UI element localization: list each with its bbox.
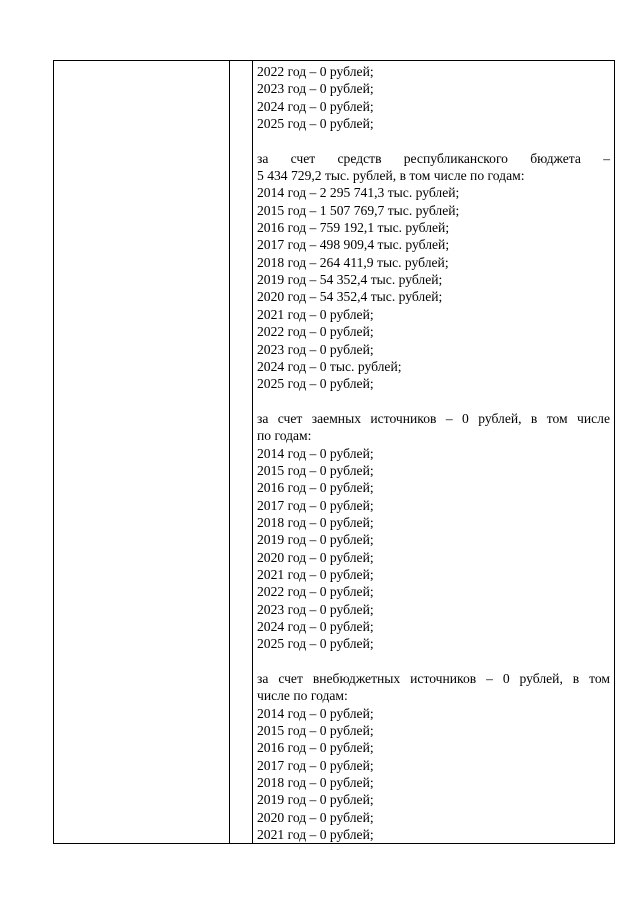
list-item: 2015 год – 1 507 769,7 тыс. рублей; — [257, 202, 460, 218]
list-item: 2023 год – 0 рублей; — [257, 341, 374, 357]
section-heading-line: 5 434 729,2 тыс. рублей, в том числе по годам: — [257, 168, 525, 184]
list-item: 2017 год – 0 рублей; — [257, 497, 374, 513]
list-item: 2022 год – 0 рублей; — [257, 584, 374, 600]
list-item: 2025 год – 0 рублей; — [257, 376, 374, 392]
list-item: 2016 год – 759 192,1 тыс. рублей; — [257, 220, 450, 236]
spacer — [257, 393, 610, 410]
content-cell — [253, 61, 615, 844]
list-item: 2022 год – 0 рублей; — [257, 64, 374, 79]
list-item: 2014 год – 0 рублей; — [257, 705, 374, 721]
list-item: 2024 год – 0 рублей; — [257, 98, 374, 114]
block-republic-budget — [257, 150, 610, 393]
list-item: 2019 год – 0 рублей; — [257, 532, 374, 548]
list-item: 2017 год – 0 рублей; — [257, 757, 374, 773]
list-item: 2015 год – 0 рублей; — [257, 462, 374, 478]
block-extrabudgetary-sources — [257, 670, 610, 843]
list-item: 2021 год – 0 рублей; — [257, 306, 374, 322]
spacer — [257, 132, 610, 149]
block-loan-sources — [257, 410, 610, 653]
list-item: 2020 год – 0 рублей; — [257, 809, 374, 825]
list-item: 2021 год – 0 рублей; — [257, 566, 374, 582]
list-item: 2016 год – 0 рублей; — [257, 480, 374, 496]
list-item: 2014 год – 0 рублей; — [257, 445, 374, 461]
funding-table — [53, 60, 615, 844]
list-item: 2015 год – 0 рублей; — [257, 723, 374, 739]
list-item: 2024 год – 0 тыс. рублей; — [257, 358, 402, 374]
list-item: 2017 год – 498 909,4 тыс. рублей; — [257, 237, 450, 253]
content-cell-body — [253, 61, 614, 843]
list-item: 2024 год – 0 рублей; — [257, 619, 374, 634]
list-item: 2020 год – 54 352,4 тыс. рублей; — [257, 289, 443, 305]
list-item: 2022 год – 0 рублей; — [257, 324, 374, 340]
block-leading-years — [257, 63, 610, 132]
section-heading-line: по годам: — [257, 428, 312, 444]
list-item: 2023 год – 0 рублей; — [257, 601, 374, 617]
label-cell — [54, 61, 230, 844]
section-heading-line: числе по годам: — [257, 688, 348, 704]
list-item: 2018 год – 264 411,9 тыс. рублей; — [257, 254, 449, 270]
section-heading-line: за счет внебюджетных источников – 0 рублей, в том — [257, 671, 610, 687]
list-item: 2025 год – 0 рублей; — [257, 636, 374, 652]
section-heading-line: за счет средств республиканского бюджета – — [257, 150, 610, 166]
table-row — [54, 61, 615, 844]
list-item: 2025 год – 0 рублей; — [257, 116, 374, 132]
list-item: 2023 год – 0 рублей; — [257, 81, 374, 97]
list-item: 2019 год – 0 рублей; — [257, 792, 374, 808]
list-item: 2018 год – 0 рублей; — [257, 775, 374, 791]
list-item: 2014 год – 2 295 741,3 тыс. рублей; — [257, 185, 460, 201]
list-item: 2021 год – 0 рублей; — [257, 827, 374, 843]
separator-cell — [230, 61, 253, 844]
section-heading-line: за счет заемных источников – 0 рублей, в том числе — [257, 410, 610, 426]
list-item: 2018 год – 0 рублей; — [257, 514, 374, 530]
spacer — [257, 653, 610, 670]
list-item: 2016 год – 0 рублей; — [257, 740, 374, 756]
list-item: 2020 год – 0 рублей; — [257, 549, 374, 565]
list-item: 2019 год – 54 352,4 тыс. рублей; — [257, 272, 443, 288]
